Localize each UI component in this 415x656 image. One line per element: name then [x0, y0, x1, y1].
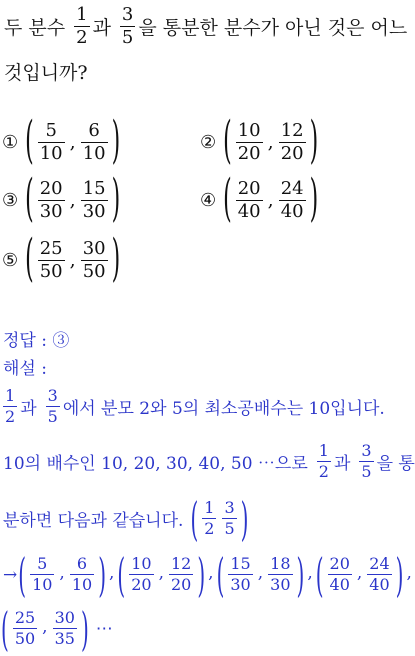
question-line-2 [4, 58, 88, 85]
question-text-2: 과 [92, 17, 111, 39]
question-text-4: 것입니까? [4, 62, 88, 84]
fraction-3-5: $\frac{3}{5}$ [121, 4, 134, 48]
explanation-line-5: ( $\frac{25}{50}$ , $\frac{30}{35}$ ) ⋯ [1, 600, 114, 656]
option-4[interactable]: ④ ( $\frac{20}{40}$ , $\frac{24}{40}$ ) [200, 170, 319, 229]
question-text-3: 을 통분한 분수가 아닌 것은 어느 [138, 17, 408, 39]
option-marker: ① [2, 132, 19, 153]
answer-label [3, 326, 69, 351]
question-line-1 [4, 6, 407, 47]
explanation-line-4: → ( $\frac{5}{10}$ , $\frac{6}{10}$ ) , ( $\frac{10}{20}$ , $\frac{12}{20}$ ) , ( $\frac{15}{30}$ , $\frac{18}{30}$ ) , ( $\frac{20}{40}$ , $\frac{24}{40}$ ) , [3, 546, 412, 603]
explanation-line-3: 분하면 다음과 같습니다. ( $\frac{1}{2}$ $\frac{3}{5}$ ) [3, 490, 249, 547]
arrow-icon: → [3, 564, 18, 585]
option-marker: ③ [2, 190, 19, 211]
explanation-label-text: 해설 : [3, 359, 47, 379]
option-2[interactable]: ② ( $\frac{10}{20}$ , $\frac{12}{20}$ ) [200, 112, 319, 171]
explanation-label [3, 354, 47, 379]
option-1[interactable]: ① ( $\frac{5}{10}$ , $\frac{6}{10}$ ) [2, 112, 121, 171]
ellipsis: ⋯ [95, 618, 114, 639]
option-5[interactable]: ⑤ ( $\frac{25}{50}$ , $\frac{30}{50}$ ) [2, 230, 121, 289]
option-marker: ② [200, 132, 217, 153]
option-3[interactable]: ③ ( $\frac{20}{30}$ , $\frac{15}{30}$ ) [2, 170, 121, 229]
option-marker: ⑤ [2, 250, 19, 271]
explanation-line-1: $\frac{1}{2}$ 과 $\frac{3}{5}$ 에서 분모 2와 5의 최소공배수는 10입니다. [5, 386, 385, 426]
explanation-line-2: 10의 배수인 10, 20, 30, 40, 50 ⋯으로 $\frac{1}{2}$ 과 $\frac{3}{5}$ 을 통 [3, 441, 415, 481]
fraction-1-2: $\frac{1}{2}$ [76, 4, 88, 48]
question-text-1: 두 분수 [4, 17, 66, 39]
option-marker: ④ [200, 190, 217, 211]
answer-text: 정답 : ③ [3, 331, 70, 351]
